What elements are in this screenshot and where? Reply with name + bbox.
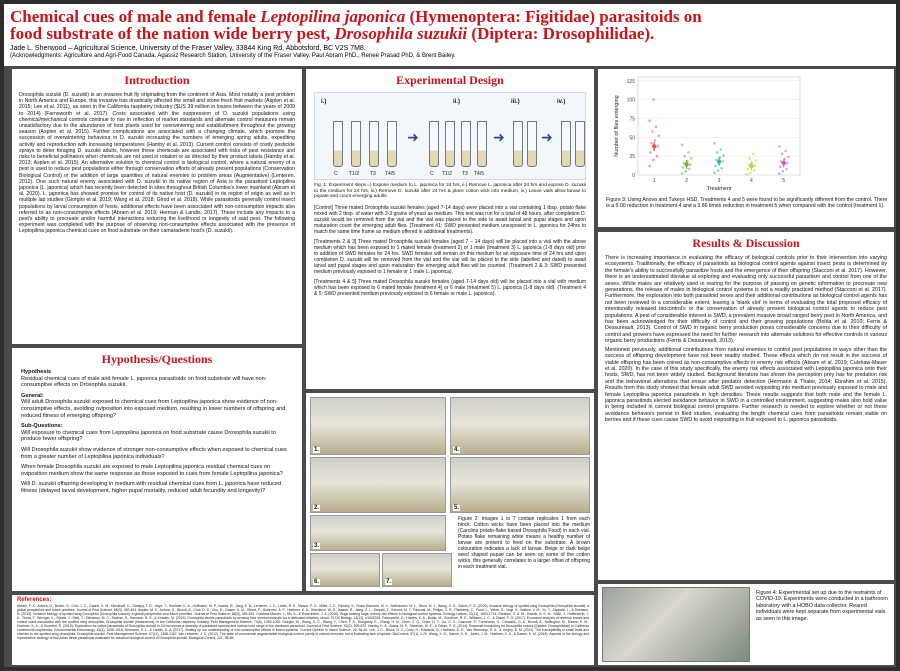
data-point: [786, 162, 789, 165]
mean-point: [652, 144, 656, 148]
data-point: [657, 145, 660, 148]
y-tick-label: 125: [626, 78, 635, 85]
references-title: References:: [17, 597, 52, 603]
references-section: [12, 595, 594, 665]
data-point: [748, 157, 751, 160]
figure-3-caption: Figure 3: Using Anova and Tukeys HSD, Treatments 4 and 5 were found to be significantly different from the control. There is a 5.00 reduction in treatment 4 and a 3.86 times reduction in treatment 5 when compared with the control (treatment 1).: [606, 197, 888, 209]
data-point: [717, 169, 720, 172]
vial-photo: 7.: [382, 553, 452, 587]
step-label: i.): [321, 99, 327, 105]
mean-point: [782, 161, 786, 165]
treatments-2-3-description: [Treatments 2 & 3] Three mated Drosophila suzukii females (aged 7 – 14 days) will be placed into a vial with the above medium which has been exposed to 1 mated female (treatment 2) or 1 male (treatment 3) L. japonica (1-8 days old) prior to addition of SWD females for 24 hrs. SWD females will remain on this medium for an exposure time of 24 hrs and upon completion D. suzukii will be removed from the vial and the vial will be placed to the side (labelled and dated) to await larval and pupal stages and upon maturation the emerging adult flies will be counted. (Treatment 2 & 3: SWD presented medium previously exposed to 1 female or 1 male L. japonica).: [314, 238, 586, 275]
data-point: [755, 159, 758, 162]
data-point: [713, 142, 716, 145]
data-point: [747, 168, 750, 171]
data-point: [720, 148, 723, 151]
vial-icon: [387, 121, 397, 167]
poster-header: [4, 4, 896, 66]
figure-4-panel: [598, 584, 894, 665]
data-point: [779, 165, 782, 168]
figure-4-caption: Figure 4: Experimental set up due to the restraints of COVID-19. Experiments were conducted in a bathroom laboratory with a HOBO data collector. Reared individuals were kept separate from experimental vials as seen in this image.: [756, 590, 888, 622]
experimental-design-title: Experimental Design: [396, 73, 504, 87]
results-section: [598, 232, 894, 580]
data-point: [721, 160, 724, 163]
vial-photo: 3.: [310, 515, 446, 551]
data-point: [649, 151, 652, 154]
data-point: [682, 166, 685, 169]
figure-2-caption: Figure 2: Images 1 to 7 contain replicates 1 from each block. Cotton wicks have been placed into the medium (Carolina potato-flake based Drosophila Food) in each vial. Potato flake remaining white means a healthy number of larvae are present to feed on the substrate. A brown colouration indicates a lack of larvae. Beige or dark beige seed shaped pupae can be seen on some of the cotton wicks, this generally correlates to a larger offset of offspring in each treatment vial.: [458, 516, 590, 570]
vial-icon: [445, 121, 455, 167]
mean-point: [717, 159, 721, 163]
data-point: [648, 165, 651, 168]
treatments-4-5-description: [Treatments 4 & 5] Three mated Drosophila suzukii females (aged 7-14 days old) will be placed into a vial with medium which has been exposed to 6 mated female (treatment 4) or 6 male (treatment 5) L. japonica (1-8 days old). (Treatment 4 & 5: SWD presented medium previously exposed to 6 female or male L. japonica).: [314, 278, 586, 297]
sub-questions-block: Sub-Questions: Will exposure to chemical cues from Leptopilina japonica on food substrate cause Drosophila suzukii to produce fewer offspring?: [21, 423, 276, 443]
data-point: [687, 151, 690, 154]
references-text: Abram, P. K., Anfora, G., Boivin, G., Chiu, J. C., Daane, K. M., Dieckhoff, C., Gariepy, T. D., Haye, T., Hoelmer, K. A., Hoffmann, M. P., Isaacs, R., Jang, E. B., Lenteren, J. C., Lewis, R. E., Mason, P. G., Miller, J. C., Pandey, S., Rossi-Stacconi, M. V., Seehausen, M. L., Stout, M. J., Wang, X. G., Zalom, F. G. (2020). Invasive biology of spotted wing Drosophila (Drosophila suzukii): a global perspective and future priorities. Journal of Pest Science, 88(3), 469-494. Asplen, M. K., Anfora, G., Biondi, A., Choi, D. S., Chu, D., Daane, K. M., Gibert, P., Gutierrez, A. P., Hoelmer, K. A., Hutchison, W. D., Isaacs, R., Jiang, Z. L., Kárpáti, Z., Kimura, M. T., Pascual, M., Philips, C. R., Plantamp, C., Ponti, L., Vétek, G., Vogt, H., Walton, V. M., Yu, Y., Zappalà, L., & Desneux, N. (2015). Invasion biology of spotted wing Drosophila (Drosophila suzukii): a global perspective and future priorities. Journal of Pest Science, 88(3), 469-494. Culshaw-Maurer, I., Sih, A., & Rosenheim, J. A. (2020). Bugs scaring bugs: enemy-risk effects in biological control systems. Ecology Letters, 23(11), 1693-1714. Ebrahim, S. A. M., Dweck, H. K. M., Stökl, J., Hofferberth, J. E., Trona, F., Weniger, K., Rybak, J., Seki, Y., Stensmyr, M. C., Sachse, S., Hansson, B. S., & Knaden, M. (2015). Drosophila avoids parasitoids by sensing their semiochemicals via a dedicated olfactory circuit. PLOS Biology, 13(12), e1002318. Farnsworth, D., Hamby, K. A., Bolda, M., Goodhue, R. E., Williams, J. C., & Zalom, F. G. (2017). Economic analysis of revenue losses and control costs associated with the spotted wing drosophila, Drosophila suzukii (Matsumura), in the California raspberry industry. Pest Management Science, 73(6), 1083-1090. Giorgini, M., Wang, X. G., Wang, Y., Chen, F. S., Hougardy, E., Zhang, H. M., Chen, Z. Q., Chen, H. Y., Liu, C. X., Cascone, P., Formisano, G., Carvalho, G. A., Biondi, A., Buffington, M., Daane, K. M., Hoelmer, K. A., & Guerrieri, E. (2019). Exploration for native parasitoids of Drosophila suzukii in China reveals a diversity of parasitoid species and narrow host range of the dominant parasitoid. Journal of Pest Science, 92(2), 509-522. Hamby, K. A., Bolda, M. P., Sheehan, M. E., & Zalom, F. G. (2014). Seasonal monitoring for Drosophila suzukii (Diptera: Drosophilidae) in California commercial raspberries. Environmental Entomology, 43(4), 1008-1018. Hermann, S. L., & Landis, D. A. (2017). Scaling up our understanding of non-consumptive effects in insect systems. Current Opinion in Insect Science, 20, 54-60. Lee, J. C., Bruck, D. J., Curry, H., Edwards, D., Haviland, D. R., Van Steenwyk, R. A., & Yorgey, B. M. (2011). The susceptibility of small fruits and cherries to the spotted-wing drosophila, Drosophila suzukii. Pest Management Science, 67(11), 1358-1367. van Lenteren, J. C. (2012). The state of commercial augmentative biological control: plenty of natural enemies, but a frustrating lack of uptake. BioControl, 57(1), 1-20. Wang, X. G., Nance, A. H., Jones, J. M., Hoelmer, K. A., & Daane, K. M. (2018). Aspects of the biology and reproductive strategy of two Asian larval parasitoids evaluated for classical biological control of Drosophila suzukii. Biological Control, 121, 58-65.: [17, 604, 590, 640]
vial-photo: 1.: [310, 397, 446, 455]
emergence-chart: [604, 71, 888, 195]
vial-icon: [477, 121, 487, 167]
data-point: [650, 142, 653, 145]
step-label: iii.): [511, 99, 520, 105]
data-point: [781, 153, 784, 156]
vial-photo: 5.: [450, 457, 590, 513]
author-line: Jade L. Sherwood – Agricultural Science, University of the Fraser Valley, 33844 King Rd, Abbotsford, BC V2S 7M8.: [10, 45, 366, 52]
vial-label: T4/5: [385, 171, 396, 177]
data-point: [688, 168, 691, 171]
vial-label: T1/2: [349, 171, 360, 177]
mean-point: [749, 164, 753, 168]
vial-icon: [429, 121, 439, 167]
y-tick-label: 100: [626, 97, 635, 104]
vial-icon: [369, 121, 379, 167]
data-point: [657, 135, 660, 138]
data-point: [754, 165, 757, 168]
x-tick-label: 1: [652, 178, 656, 184]
acknowledgments-line: (Acknowledgments: Agriculture and Agri-Food Canada, Agassiz Research Station, University of the Fraser Valley, Paul Abram PhD., Renee Prasad PhD, & Brent Bailey.: [10, 53, 456, 59]
data-point: [655, 125, 658, 128]
data-point: [752, 153, 755, 156]
y-tick-label: 0: [632, 173, 635, 179]
data-point: [681, 144, 684, 147]
results-title: Results & Discussion: [692, 236, 800, 250]
general-question-block: General: Will adult Drosophila suzukii exposed to chemical cues from Leptopilina japonica show evidence of non-consumptive effects, avoiding oviposition into exposed medium, resulting in lower numbers of offspring and reduced fitness of emerging offspring?: [21, 392, 286, 419]
experiment-steps-figure: [314, 92, 586, 180]
hypothesis-section: [12, 348, 302, 591]
control-description: [Control] Three mated Drosophila suzukii females (aged 7-14 days) were placed into a vial containing 1 tbsp. potato flake mixed with 2 tbsp. of water with 2-3 grains of yeast as medium. This test was run for a total of 48 hours, after completion D. suzukii would be removed from the vial and the vial was placed to the side to await larval and pupal stages and upon maturation count the emerging adult flies. [Treatment #1: SWD presented medium unexposed to L. japonica for 24hrs to match the same time frame as medium offered in additional treatments).: [314, 204, 586, 235]
data-point: [784, 150, 787, 153]
data-point: [684, 170, 687, 173]
vial-icon: [351, 121, 361, 167]
data-point: [785, 168, 788, 171]
data-point: [684, 155, 687, 158]
data-point: [722, 154, 725, 157]
data-point: [652, 159, 655, 162]
data-point: [652, 98, 655, 101]
y-axis-label: Number of flies emerging: [614, 95, 620, 157]
data-point: [648, 119, 651, 122]
vial-icon: [513, 121, 523, 167]
arrow-right-icon: ➜: [493, 129, 505, 145]
step-label: ii.): [453, 99, 460, 105]
introduction-section: [12, 69, 302, 344]
sub-question: When female Drosophila suzukii are exposed to male Leptopilina japonica residual chemical cues on oviposition medium show the same response as those exposed to cues from female Leptopilina japonica?: [21, 464, 283, 477]
data-point: [654, 139, 657, 142]
mean-point: [684, 162, 688, 166]
data-point: [746, 173, 749, 176]
arrow-right-icon: ➜: [541, 129, 553, 145]
arrow-right-icon: ➜: [407, 129, 419, 145]
data-point: [689, 163, 692, 166]
vial-icon: [461, 121, 471, 167]
data-point: [749, 171, 752, 174]
data-point: [651, 130, 654, 133]
hypothesis-block: Hypothesis Residual chemical cues of male and female L. japonica parasitoids on food substrate will have non-consumptive effects on Drosophila suzukii.: [21, 369, 267, 389]
vial-label: T3: [370, 171, 376, 177]
vial-label: T4/5: [474, 171, 485, 177]
data-point: [713, 171, 716, 174]
emergence-chart-panel: [598, 69, 894, 227]
vial-label: T1/2: [442, 171, 453, 177]
x-tick-label: 4: [750, 178, 753, 184]
experimental-design-section: [306, 69, 594, 389]
vial-photo: 4.: [450, 397, 590, 455]
data-point: [716, 151, 719, 154]
y-tick-label: 25: [629, 154, 635, 161]
data-point: [778, 172, 781, 175]
x-tick-label: 3: [717, 178, 721, 184]
data-point: [753, 169, 756, 172]
vial-icon: [527, 121, 537, 167]
vial-label: C: [334, 171, 338, 177]
vial-icon: [561, 121, 571, 167]
vial-icon: [575, 121, 585, 167]
data-point: [782, 170, 785, 173]
poster-title: Chemical cues of male and female Leptopilina japonica (Hymenoptera: Figitidae) parasitoids on food substrate of the nation wide berry pest, Drosophila suzukii (Diptera: Drosophilidae).: [10, 7, 702, 43]
vial-label: T3: [462, 171, 468, 177]
data-point: [778, 145, 781, 148]
data-point: [656, 155, 659, 158]
y-tick-label: 75: [629, 116, 635, 123]
vial-photo: 2.: [310, 457, 446, 513]
y-tick-label: 50: [629, 135, 635, 142]
data-point: [714, 165, 717, 168]
results-text: There is increasing importance in evaluating the efficacy of biological controls prior to their intervention into varying ecosystems. Traditionally, the efficacy of parasitoids as biological control agents against insect pests is determined by the female's ability to successfully parasitize hosts and the emergence of their offspring (Stacconi et al. 2017). However, there is an underestimated disvalue at exploring and evaluating only successful parasitism and control from one of the sexes. While males are relatively used in rearing for the purpose of passing on genetic information to procreate new generations, the release of males in biological control systems is not a readily practiced method (Stacconi et al. 2017). Furthermore, the exploration into both parasitoid sexes and their additional contributions as biological control agents has not been reviewed to a considerable extent, leaving a 'blank slot' in terms of evaluating the total proposed efficacy of intentionally released biocontrol's or the conservation of already present biological control agents to reduce pest populations. A pest of considerable interest is SWD, a prevalent invasive broad ranged berry pest in North America, and has been acknowledged for their difficulty of control and their growing populations (Bolda et al. 2010; Ferris & Dessureault, 2013). Control of SWD in organic berry production poses considerable concerns due to their difficulty of control and growers have expressed the need for further research into alternate solutions for effective controls in various organic berry productions (Ferris & Dessureault, 2013). Mentioned previously, additional contributions from natural enemies to control pest populations in ways other than the success of offspring development have not been readily studied. These effects which do not result in the success of viable offspring has been coined as non-consumptive effects or enemy risk effects (Abram et al. 2019; Culshaw-Mauer et al. 2020). In the case of this study specifically, the enemy risk effects associated with Leptopilina japonica onto their hosts, SWD, has not been widely studied. Background literature has shown the perception prey has for predation risk and the behavioral alterations that ensue after predator detection (Hermann & Thaler, 2014; Ebrahim et al. 2015). Results from this study showed that female adult SWD avoided ovipositing into medium previously exposed to male and female Leptopilina japonica parasitoids in high densities. These results suggests that both male and the female L. japonica parasitoids elected avoidance behavior in SWD in a controlled environment, suggesting males also hold value in being included in current biological control programs. Further research is needed to explore whether or not these avoidance behaviors persist in filed studies, evaluating the length chemical cues from parasitoids remain viable on berries and if these cues cause SWD to avoid ovipositing in fruit exposed to L. japonica parasitoids.: [605, 255, 887, 424]
x-tick-label: 5: [782, 178, 786, 184]
figure-1-caption: Fig. 1: Experiment steps i.) Expose medium to L. japonica for 24 hrs, ii.) Remove L. japonica after 24 hrs and expose D. suzukii to the medium for 24 hrs, iii.) Remove D. suzukii after 24 hrs & place cotton wick into medium, iv.) Leave vials allow larvae to pupate and count emerging adults.: [314, 183, 586, 200]
data-point: [690, 157, 693, 160]
x-tick-label: 2: [685, 178, 688, 184]
sub-question: Will Drosophila suzukii show evidence of stronger non-consumptive effects when exposed to chemical cues from a greater number of Leptopilina japonica individuals?: [21, 446, 287, 460]
data-point: [787, 156, 790, 159]
sub-question: Will D. suzukii offspring developing in medium with residual chemical cues from L. japonica have reduced fitness (delayed larval development, higher pupal mortality, reduced adult fecundity and longevity)?: [21, 481, 282, 494]
lab-setup-photo: [602, 587, 750, 662]
introduction-title: Introduction: [124, 73, 190, 87]
x-axis-label: Treatment: [706, 186, 732, 192]
vial-label: C: [430, 171, 434, 177]
introduction-text: Drosophila suzukii (D. suzukii) is an invasive fruit fly originating from the continent of Asia. Most notably a pest problem in North America and Europe, this invasive has drastically affected the small and stone fresh fruit markets (Asplen et al. 2015; Lee et al. 2011), as seen in the California raspberry industry ($US 39 million in losses between the years of 2009 to 2014) (Farnsworth et al. 2017). Costs associated with the suppression of D. suzukii populations using chemical/mechanical controls continue to rise in reflection of market standards and alternate control measures remain unsatisfactory due to the abundance of host plants used for overwintering and establishment throughout the growing season (Asplen et al. 2015). Further complications are associated with a changing climate, which promote the succession of overwintering behaviour in D. suzukii increasing the numbers of emerging spring adults, expediting activity and reproduction with increasing temperatures (Hamby et al. 2013). Current control consists of costly pesticide sprays to deter foraging D. suzukii adults, however these chemicals are associated with risks of pest resistance and risks to beneficial pollinators when chemicals are not used in rotation or as directed by their product labels (Hamby et al. 2013; Asplen et al. 2015). An alternative solution to chemical control is biological control, where a natural enemy of a pest is used to reduce pest populations either through conservation efforts of already present populations (Conservation Biological Control) or the addition of large quantities of natural enemies to problem areas (Augmentative) (Lenteren. 2012). One such natural enemy associated with D. suzukii in its native region of Asia is the parasitoid Leptopilina japonica (L. japonica) which has recently been detected in sites throughout British Columbia's lower mainland (Abram et al. 2020). L. japonica has showed promise for control of its native host (D. suzukii) in its region of origin as well as in multiple lab studies (Giorgini et al. 2019; Wang et al. 2018; Girod et al. 2018). While parasitoids generally control insect populations by larval consumption of hosts, additional effects have been associated with non-consumption impacts also referred to as non-consumptive effects (Abram et al. 2019; Herman & Landis. 2017). These include any impacts to a pest's ability to procreate and/or harmful interactions reducing the livelihood or longevity of said pest. The following experiment was completed with the purpose of observing non-consumptive effects associated with the presence of Leptopilina japonica chemical cues on food substrate on their camaraderie host's (D. suzukii).: [19, 92, 295, 235]
step-label: iv.): [557, 99, 566, 105]
vial-photo: 6.: [310, 553, 380, 587]
hypothesis-title: Hypothesis/Questions: [101, 352, 213, 366]
data-point: [681, 172, 684, 175]
poster: [4, 4, 896, 667]
vial-images-panel: [306, 393, 594, 591]
data-point: [720, 167, 723, 170]
vial-icon: [333, 121, 343, 167]
